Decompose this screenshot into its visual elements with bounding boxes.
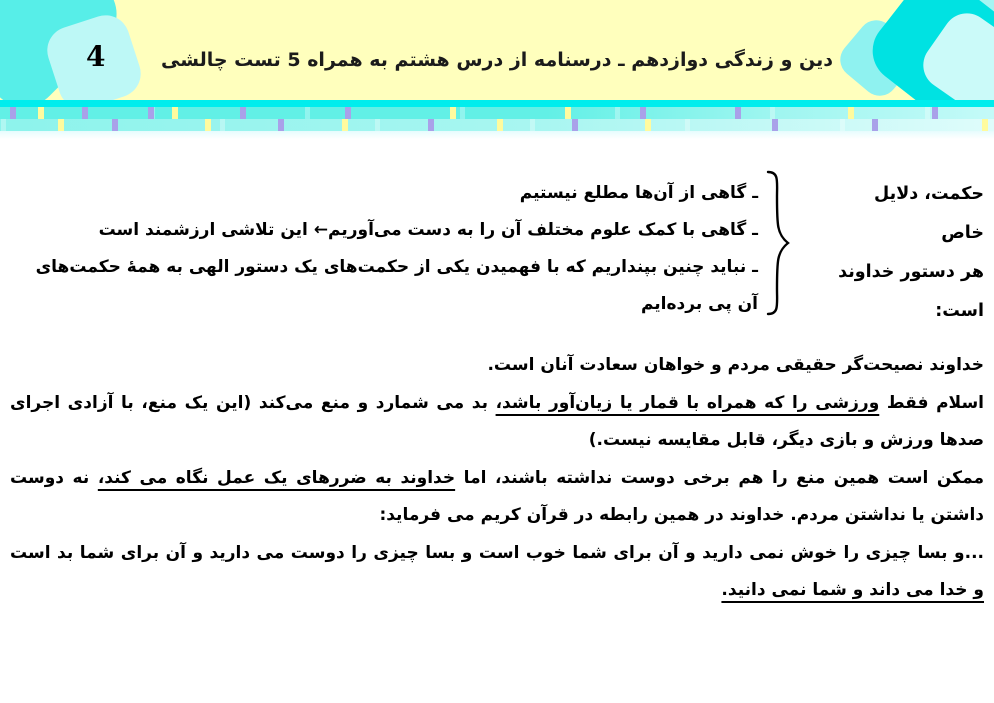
decor-tick xyxy=(932,107,938,119)
decor-tick xyxy=(172,107,178,119)
wisdom-label-line: حکمت، دلایل خاص xyxy=(874,184,984,243)
page-number: 4 xyxy=(86,40,106,73)
decor-tick xyxy=(450,107,456,119)
paragraph xyxy=(10,535,984,610)
paragraph xyxy=(10,460,984,535)
list-item: ـ گاهی از آن‌ها مطلع نیستیم xyxy=(519,183,758,203)
list-item: ـ گاهی با کمک علوم مختلف آن را به دست می‌آوریم← این تلاشی ارزشمند است xyxy=(98,220,758,240)
decor-tick xyxy=(240,107,246,119)
paragraph xyxy=(10,347,984,385)
decor-tick xyxy=(82,107,88,119)
decor-tick xyxy=(38,107,44,119)
decor-tick xyxy=(735,107,741,119)
page-title: دین و زندگی دوازدهم ـ درسنامه از درس هشتم به همراه 5 تست چالشی xyxy=(161,49,833,71)
list-item: ـ نباید چنین بپنداریم که با فهمیدن یکی از حکمت‌های یک دستور الهی به همهٔ حکمت‌های آن پی برده‌ایم xyxy=(35,257,758,314)
content-area xyxy=(0,127,994,703)
text-run: اسلام فقط xyxy=(879,392,984,413)
decor-tick xyxy=(640,107,646,119)
wisdom-label-line: است: xyxy=(935,301,984,321)
text-run: بد می شمارد و منع می‌کند (این یک منع، با آزادی اجرای صدها ورزش و بازی دیگر، قابل مقایسه نیست.) xyxy=(10,392,984,450)
text-run: ...و بسا چیزی را خوش نمی دارید و آن برای شما خوب است و بسا چیزی را دوست می دارید و آن برای شما بد است xyxy=(10,542,984,563)
decor-tick xyxy=(848,107,854,119)
header-banner xyxy=(0,0,994,100)
text-run: خداوند نصیحت‌گر حقیقی مردم و خواهان سعادت آنان است. xyxy=(487,355,984,375)
decor-band-row xyxy=(0,107,994,119)
decor-band-line xyxy=(0,100,994,107)
wisdom-label xyxy=(832,175,984,331)
paragraph xyxy=(10,385,984,460)
text-run: ممکن است همین منع را هم برخی دوست نداشته باشند، اما xyxy=(455,467,984,488)
decor-tick xyxy=(345,107,351,119)
lesson-text xyxy=(10,347,984,610)
underlined-text: ورزشی را که همراه با قمار یا زیان‌آور باشد، xyxy=(495,392,880,413)
curly-brace-icon xyxy=(764,169,792,321)
underlined-text: و خدا می داند و شما نمی دانید. xyxy=(721,580,984,600)
decor-tick xyxy=(148,107,154,119)
decor-tick xyxy=(565,107,571,119)
underlined-text: خداوند به ضررهای یک عمل نگاه می کند، xyxy=(97,467,456,488)
text-run: نه دوست داشتن یا نداشتن مردم. خداوند در همین رابطه در قرآن کریم می فرماید: xyxy=(10,467,984,525)
wisdom-item-list xyxy=(32,175,758,323)
wisdom-label-line: هر دستور خداوند xyxy=(838,262,984,282)
decor-tick xyxy=(10,107,16,119)
